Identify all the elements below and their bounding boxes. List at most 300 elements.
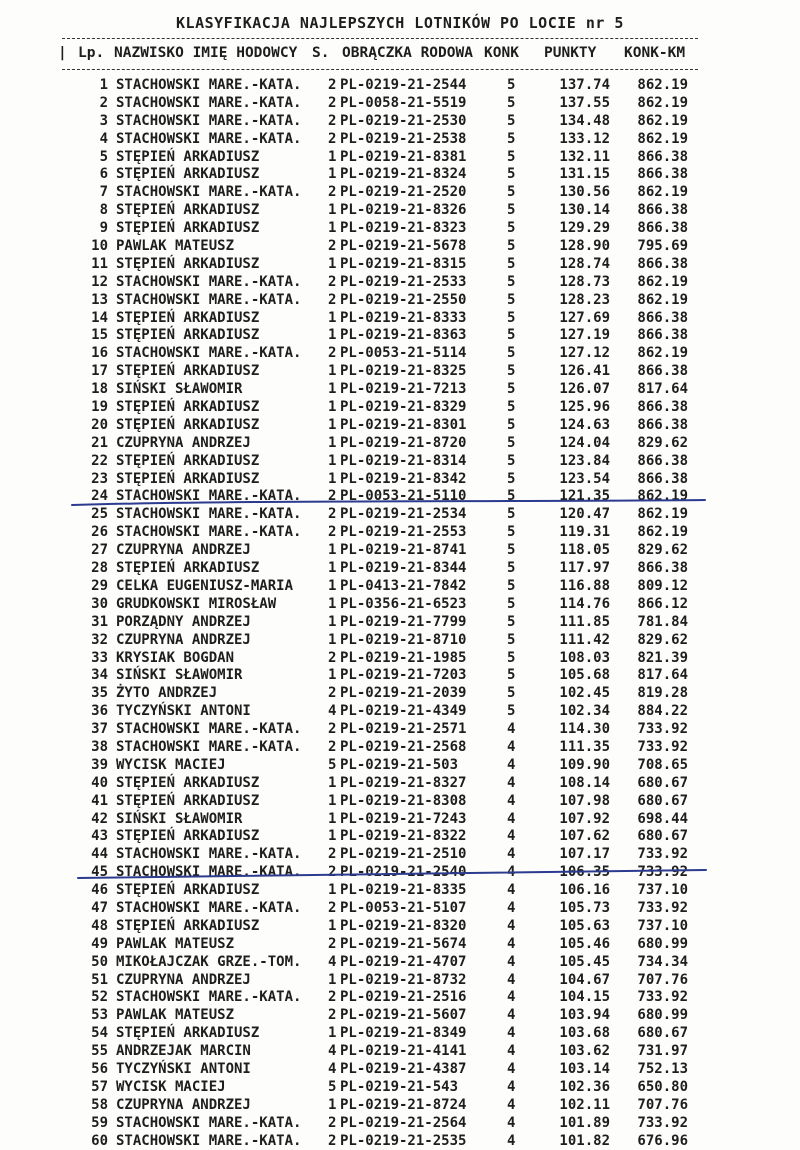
table-row xyxy=(0,1097,800,1115)
row-sex: 1 xyxy=(328,560,337,577)
row-km: 733.92 xyxy=(637,846,688,863)
row-km: 698.44 xyxy=(637,810,688,827)
row-points: 105.46 xyxy=(559,935,610,952)
row-points: 128.73 xyxy=(559,273,610,290)
row-points: 127.19 xyxy=(559,327,610,344)
row-km: 866.38 xyxy=(637,399,688,416)
row-km: 862.19 xyxy=(637,273,688,290)
row-konk: 4 xyxy=(507,1025,516,1042)
row-name: STĘPIEŃ ARKADIUSZ xyxy=(116,148,260,165)
row-lp: 22 xyxy=(91,452,108,469)
row-lp: 32 xyxy=(91,631,108,648)
row-points: 102.11 xyxy=(559,1096,610,1113)
table-row xyxy=(0,292,800,310)
row-lp: 56 xyxy=(91,1060,108,1077)
row-ring: PL-0219-21-4141 xyxy=(340,1043,467,1060)
row-points: 117.97 xyxy=(559,560,610,577)
row-km: 866.38 xyxy=(637,327,688,344)
page-title: KLASYFIKACJA NAJLEPSZYCH LOTNIKÓW PO LOCIE nr 5 xyxy=(176,14,624,32)
row-name: KRYSIAK BOGDAN xyxy=(116,649,235,666)
row-points: 128.90 xyxy=(559,238,610,255)
row-name: STACHOWSKI MARE.-KATA. xyxy=(116,184,302,201)
row-konk: 5 xyxy=(507,631,516,648)
row-sex: 4 xyxy=(328,953,337,970)
row-points: 119.31 xyxy=(559,524,610,541)
row-sex: 1 xyxy=(328,810,337,827)
row-sex: 1 xyxy=(328,774,337,791)
row-konk: 5 xyxy=(507,112,516,129)
table-row xyxy=(0,578,800,596)
row-km: 866.38 xyxy=(637,470,688,487)
row-name: CELKA EUGENIUSZ-MARIA xyxy=(116,577,294,594)
row-km: 680.99 xyxy=(637,1007,688,1024)
row-km: 795.69 xyxy=(637,238,688,255)
row-ring: PL-0219-21-8327 xyxy=(340,774,467,791)
row-lp: 43 xyxy=(91,828,108,845)
row-name: STĘPIEŃ ARKADIUSZ xyxy=(116,363,260,380)
row-konk: 5 xyxy=(507,649,516,666)
row-konk: 5 xyxy=(507,577,516,594)
row-name: STACHOWSKI MARE.-KATA. xyxy=(116,1132,302,1149)
row-sex: 1 xyxy=(328,971,337,988)
table-row xyxy=(0,775,800,793)
row-sex: 1 xyxy=(328,917,337,934)
row-sex: 5 xyxy=(328,756,337,773)
row-konk: 5 xyxy=(507,202,516,219)
row-lp: 18 xyxy=(91,381,108,398)
row-name: CZUPRYNA ANDRZEJ xyxy=(116,971,251,988)
row-name: SIŃSKI SŁAWOMIR xyxy=(116,667,243,684)
row-ring: PL-0219-21-2538 xyxy=(340,130,467,147)
row-km: 733.92 xyxy=(637,721,688,738)
row-sex: 1 xyxy=(328,828,337,845)
row-points: 131.15 xyxy=(559,166,610,183)
row-points: 126.07 xyxy=(559,381,610,398)
row-sex: 5 xyxy=(328,1078,337,1095)
row-km: 781.84 xyxy=(637,613,688,630)
row-name: STĘPIEŃ ARKADIUSZ xyxy=(116,399,260,416)
row-ring: PL-0219-21-503 xyxy=(340,756,459,773)
row-konk: 5 xyxy=(507,238,516,255)
row-ring: PL-0219-21-2540 xyxy=(340,864,467,881)
row-lp: 10 xyxy=(91,238,108,255)
row-konk: 5 xyxy=(507,488,516,505)
row-name: STACHOWSKI MARE.-KATA. xyxy=(116,738,302,755)
table-row xyxy=(0,453,800,471)
row-points: 134.48 xyxy=(559,112,610,129)
row-km: 866.38 xyxy=(637,220,688,237)
row-name: STACHOWSKI MARE.-KATA. xyxy=(116,1114,302,1131)
row-name: STĘPIEŃ ARKADIUSZ xyxy=(116,917,260,934)
row-name: SIŃSKI SŁAWOMIR xyxy=(116,381,243,398)
table-row xyxy=(0,506,800,524)
row-sex: 1 xyxy=(328,416,337,433)
row-ring: PL-0219-21-7243 xyxy=(340,810,467,827)
table-row xyxy=(0,632,800,650)
row-name: STACHOWSKI MARE.-KATA. xyxy=(116,291,302,308)
row-name: STACHOWSKI MARE.-KATA. xyxy=(116,130,302,147)
row-name: STACHOWSKI MARE.-KATA. xyxy=(116,864,302,881)
row-konk: 5 xyxy=(507,524,516,541)
table-row xyxy=(0,650,800,668)
row-sex: 1 xyxy=(328,882,337,899)
row-konk: 5 xyxy=(507,667,516,684)
row-ring: PL-0219-21-8326 xyxy=(340,202,467,219)
row-points: 103.62 xyxy=(559,1043,610,1060)
row-ring: PL-0219-21-8324 xyxy=(340,166,467,183)
row-points: 103.14 xyxy=(559,1060,610,1077)
row-name: STACHOWSKI MARE.-KATA. xyxy=(116,846,302,863)
table-row xyxy=(0,667,800,685)
row-lp: 55 xyxy=(91,1043,108,1060)
row-konk: 5 xyxy=(507,255,516,272)
row-ring: PL-0219-21-2568 xyxy=(340,738,467,755)
row-lp: 15 xyxy=(91,327,108,344)
row-lp: 54 xyxy=(91,1025,108,1042)
row-name: STĘPIEŃ ARKADIUSZ xyxy=(116,470,260,487)
row-lp: 30 xyxy=(91,595,108,612)
row-name: STĘPIEŃ ARKADIUSZ xyxy=(116,828,260,845)
row-konk: 4 xyxy=(507,1096,516,1113)
row-ring: PL-0219-21-8308 xyxy=(340,792,467,809)
row-ring: PL-0219-21-8732 xyxy=(340,971,467,988)
table-row xyxy=(0,1061,800,1079)
row-km: 866.12 xyxy=(637,595,688,612)
row-lp: 6 xyxy=(99,166,108,183)
row-km: 752.13 xyxy=(637,1060,688,1077)
row-konk: 4 xyxy=(507,828,516,845)
row-points: 128.74 xyxy=(559,255,610,272)
row-points: 109.90 xyxy=(559,756,610,773)
row-sex: 2 xyxy=(328,130,337,147)
table-row xyxy=(0,918,800,936)
row-lp: 19 xyxy=(91,399,108,416)
row-points: 102.45 xyxy=(559,685,610,702)
row-ring: PL-0219-21-5607 xyxy=(340,1007,467,1024)
table-row xyxy=(0,811,800,829)
header-km: KONK-KM xyxy=(624,45,686,61)
row-points: 130.56 xyxy=(559,184,610,201)
row-km: 819.28 xyxy=(637,685,688,702)
row-name: STACHOWSKI MARE.-KATA. xyxy=(116,273,302,290)
row-lp: 9 xyxy=(99,220,108,237)
header-konk: KONK xyxy=(484,45,519,61)
row-km: 862.19 xyxy=(637,77,688,93)
row-points: 127.69 xyxy=(559,309,610,326)
row-konk: 4 xyxy=(507,810,516,827)
table-row xyxy=(0,488,800,506)
table-row xyxy=(0,1043,800,1061)
table-row xyxy=(0,721,800,739)
row-sex: 2 xyxy=(328,864,337,881)
row-konk: 5 xyxy=(507,130,516,147)
row-konk: 4 xyxy=(507,1060,516,1077)
row-ring: PL-0219-21-2039 xyxy=(340,685,467,702)
row-name: CZUPRYNA ANDRZEJ xyxy=(116,542,251,559)
row-lp: 5 xyxy=(99,148,108,165)
row-ring: PL-0219-21-2544 xyxy=(340,77,467,93)
row-konk: 4 xyxy=(507,1078,516,1095)
table-row xyxy=(0,149,800,167)
row-konk: 4 xyxy=(507,846,516,863)
row-ring: PL-0219-21-1985 xyxy=(340,649,467,666)
table-row xyxy=(0,345,800,363)
table-row xyxy=(0,703,800,721)
row-points: 111.42 xyxy=(559,631,610,648)
table-row xyxy=(0,310,800,328)
row-sex: 2 xyxy=(328,488,337,505)
table-row xyxy=(0,936,800,954)
row-ring: PL-0219-21-2534 xyxy=(340,506,467,523)
row-ring: PL-0053-21-5107 xyxy=(340,899,467,916)
row-lp: 48 xyxy=(91,917,108,934)
row-sex: 2 xyxy=(328,846,337,863)
row-konk: 5 xyxy=(507,273,516,290)
row-lp: 12 xyxy=(91,273,108,290)
row-lp: 24 xyxy=(91,488,108,505)
row-sex: 2 xyxy=(328,738,337,755)
row-lp: 28 xyxy=(91,560,108,577)
row-name: WYCISK MACIEJ xyxy=(116,756,226,773)
table-row xyxy=(0,614,800,632)
row-konk: 5 xyxy=(507,452,516,469)
row-name: PAWLAK MATEUSZ xyxy=(116,1007,235,1024)
row-konk: 4 xyxy=(507,721,516,738)
row-lp: 36 xyxy=(91,703,108,720)
table-row xyxy=(0,1007,800,1025)
row-ring: PL-0219-21-8344 xyxy=(340,560,467,577)
row-sex: 2 xyxy=(328,685,337,702)
row-km: 821.39 xyxy=(637,649,688,666)
header-ring: OBRĄCZKA RODOWA xyxy=(342,45,473,61)
row-lp: 38 xyxy=(91,738,108,755)
row-konk: 4 xyxy=(507,738,516,755)
row-lp: 11 xyxy=(91,255,108,272)
row-lp: 42 xyxy=(91,810,108,827)
row-sex: 1 xyxy=(328,309,337,326)
table-row xyxy=(0,77,800,95)
row-ring: PL-0219-21-8325 xyxy=(340,363,467,380)
row-lp: 47 xyxy=(91,899,108,916)
row-points: 107.17 xyxy=(559,846,610,863)
row-lp: 8 xyxy=(99,202,108,219)
row-km: 680.99 xyxy=(637,935,688,952)
row-lp: 59 xyxy=(91,1114,108,1131)
row-points: 124.63 xyxy=(559,416,610,433)
row-points: 127.12 xyxy=(559,345,610,362)
row-ring: PL-0219-21-2533 xyxy=(340,273,467,290)
table-row xyxy=(0,166,800,184)
row-sex: 2 xyxy=(328,935,337,952)
table-row xyxy=(0,864,800,882)
row-lp: 60 xyxy=(91,1132,108,1149)
row-konk: 4 xyxy=(507,1114,516,1131)
row-name: STACHOWSKI MARE.-KATA. xyxy=(116,345,302,362)
table-row xyxy=(0,846,800,864)
row-konk: 4 xyxy=(507,935,516,952)
row-lp: 31 xyxy=(91,613,108,630)
row-ring: PL-0219-21-8323 xyxy=(340,220,467,237)
row-konk: 5 xyxy=(507,595,516,612)
row-km: 866.38 xyxy=(637,452,688,469)
row-ring: PL-0219-21-2510 xyxy=(340,846,467,863)
row-km: 829.62 xyxy=(637,542,688,559)
row-ring: PL-0219-21-7799 xyxy=(340,613,467,630)
row-konk: 5 xyxy=(507,184,516,201)
row-lp: 35 xyxy=(91,685,108,702)
row-points: 133.12 xyxy=(559,130,610,147)
header-lp: Lp. xyxy=(78,45,105,61)
header-points: PUNKTY xyxy=(544,45,597,61)
row-km: 884.22 xyxy=(637,703,688,720)
row-ring: PL-0219-21-2520 xyxy=(340,184,467,201)
row-sex: 1 xyxy=(328,1096,337,1113)
table-row xyxy=(0,596,800,614)
row-km: 737.10 xyxy=(637,917,688,934)
row-name: SIŃSKI SŁAWOMIR xyxy=(116,810,243,827)
row-sex: 2 xyxy=(328,273,337,290)
row-points: 128.23 xyxy=(559,291,610,308)
row-lp: 14 xyxy=(91,309,108,326)
row-sex: 1 xyxy=(328,381,337,398)
row-sex: 1 xyxy=(328,363,337,380)
row-konk: 5 xyxy=(507,470,516,487)
row-ring: PL-0219-21-8333 xyxy=(340,309,467,326)
row-name: STACHOWSKI MARE.-KATA. xyxy=(116,506,302,523)
row-points: 137.55 xyxy=(559,94,610,111)
row-points: 105.63 xyxy=(559,917,610,934)
row-name: STĘPIEŃ ARKADIUSZ xyxy=(116,327,260,344)
table-row xyxy=(0,989,800,1007)
row-km: 829.62 xyxy=(637,631,688,648)
row-points: 107.92 xyxy=(559,810,610,827)
row-ring: PL-0219-21-4349 xyxy=(340,703,467,720)
row-sex: 2 xyxy=(328,345,337,362)
header-name: NAZWISKO IMIĘ HODOWCY xyxy=(114,45,298,61)
row-km: 809.12 xyxy=(637,577,688,594)
row-ring: PL-0219-21-4707 xyxy=(340,953,467,970)
row-ring: PL-0219-21-543 xyxy=(340,1078,459,1095)
row-ring: PL-0219-21-8381 xyxy=(340,148,467,165)
row-konk: 5 xyxy=(507,416,516,433)
table-row xyxy=(0,828,800,846)
row-km: 733.92 xyxy=(637,899,688,916)
row-name: STACHOWSKI MARE.-KATA. xyxy=(116,989,302,1006)
row-ring: PL-0219-21-8363 xyxy=(340,327,467,344)
row-konk: 5 xyxy=(507,506,516,523)
table-row xyxy=(0,256,800,274)
row-points: 132.11 xyxy=(559,148,610,165)
row-points: 107.62 xyxy=(559,828,610,845)
row-ring: PL-0219-21-8349 xyxy=(340,1025,467,1042)
row-points: 116.88 xyxy=(559,577,610,594)
row-name: STĘPIEŃ ARKADIUSZ xyxy=(116,774,260,791)
row-sex: 1 xyxy=(328,202,337,219)
table-row xyxy=(0,739,800,757)
row-konk: 4 xyxy=(507,864,516,881)
row-lp: 17 xyxy=(91,363,108,380)
row-sex: 2 xyxy=(328,94,337,111)
row-name: STĘPIEŃ ARKADIUSZ xyxy=(116,1025,260,1042)
row-ring: PL-0219-21-8329 xyxy=(340,399,467,416)
row-sex: 2 xyxy=(328,291,337,308)
row-km: 866.38 xyxy=(637,148,688,165)
row-km: 650.80 xyxy=(637,1078,688,1095)
row-name: STACHOWSKI MARE.-KATA. xyxy=(116,721,302,738)
row-sex: 2 xyxy=(328,184,337,201)
row-points: 111.85 xyxy=(559,613,610,630)
row-konk: 4 xyxy=(507,1132,516,1149)
row-lp: 40 xyxy=(91,774,108,791)
table-row xyxy=(0,113,800,131)
row-ring: PL-0219-21-7213 xyxy=(340,381,467,398)
table-row xyxy=(0,1079,800,1097)
row-points: 123.84 xyxy=(559,452,610,469)
row-ring: PL-0219-21-2564 xyxy=(340,1114,467,1131)
row-points: 106.35 xyxy=(559,864,610,881)
row-points: 108.14 xyxy=(559,774,610,791)
row-points: 125.96 xyxy=(559,399,610,416)
row-konk: 5 xyxy=(507,291,516,308)
row-ring: PL-0053-21-5110 xyxy=(340,488,467,505)
row-lp: 13 xyxy=(91,291,108,308)
row-ring: PL-0219-21-2571 xyxy=(340,721,467,738)
row-konk: 4 xyxy=(507,774,516,791)
row-km: 862.19 xyxy=(637,94,688,111)
row-points: 102.34 xyxy=(559,703,610,720)
row-konk: 4 xyxy=(507,899,516,916)
row-sex: 1 xyxy=(328,613,337,630)
row-name: STĘPIEŃ ARKADIUSZ xyxy=(116,792,260,809)
row-km: 862.19 xyxy=(637,488,688,505)
row-lp: 16 xyxy=(91,345,108,362)
row-sex: 2 xyxy=(328,649,337,666)
row-konk: 5 xyxy=(507,345,516,362)
row-konk: 5 xyxy=(507,363,516,380)
row-ring: PL-0219-21-8724 xyxy=(340,1096,467,1113)
row-lp: 2 xyxy=(99,94,108,111)
row-konk: 5 xyxy=(507,685,516,702)
row-konk: 5 xyxy=(507,542,516,559)
table-row xyxy=(0,1115,800,1133)
row-ring: PL-0219-21-8322 xyxy=(340,828,467,845)
row-lp: 49 xyxy=(91,935,108,952)
row-km: 866.38 xyxy=(637,309,688,326)
row-name: PAWLAK MATEUSZ xyxy=(116,935,235,952)
row-ring: PL-0219-21-2530 xyxy=(340,112,467,129)
row-km: 733.92 xyxy=(637,1114,688,1131)
table-row xyxy=(0,471,800,489)
table-row xyxy=(0,757,800,775)
row-km: 866.38 xyxy=(637,560,688,577)
row-lp: 53 xyxy=(91,1007,108,1024)
row-ring: PL-0219-21-2535 xyxy=(340,1132,467,1149)
row-lp: 50 xyxy=(91,953,108,970)
row-sex: 2 xyxy=(328,1132,337,1149)
table-row xyxy=(0,327,800,345)
row-km: 862.19 xyxy=(637,112,688,129)
row-km: 829.62 xyxy=(637,434,688,451)
table-row xyxy=(0,1025,800,1043)
row-km: 708.65 xyxy=(637,756,688,773)
table-row xyxy=(0,363,800,381)
table-row xyxy=(0,202,800,220)
row-ring: PL-0356-21-6523 xyxy=(340,595,467,612)
row-name: STACHOWSKI MARE.-KATA. xyxy=(116,488,302,505)
row-lp: 20 xyxy=(91,416,108,433)
row-sex: 1 xyxy=(328,667,337,684)
row-lp: 26 xyxy=(91,524,108,541)
